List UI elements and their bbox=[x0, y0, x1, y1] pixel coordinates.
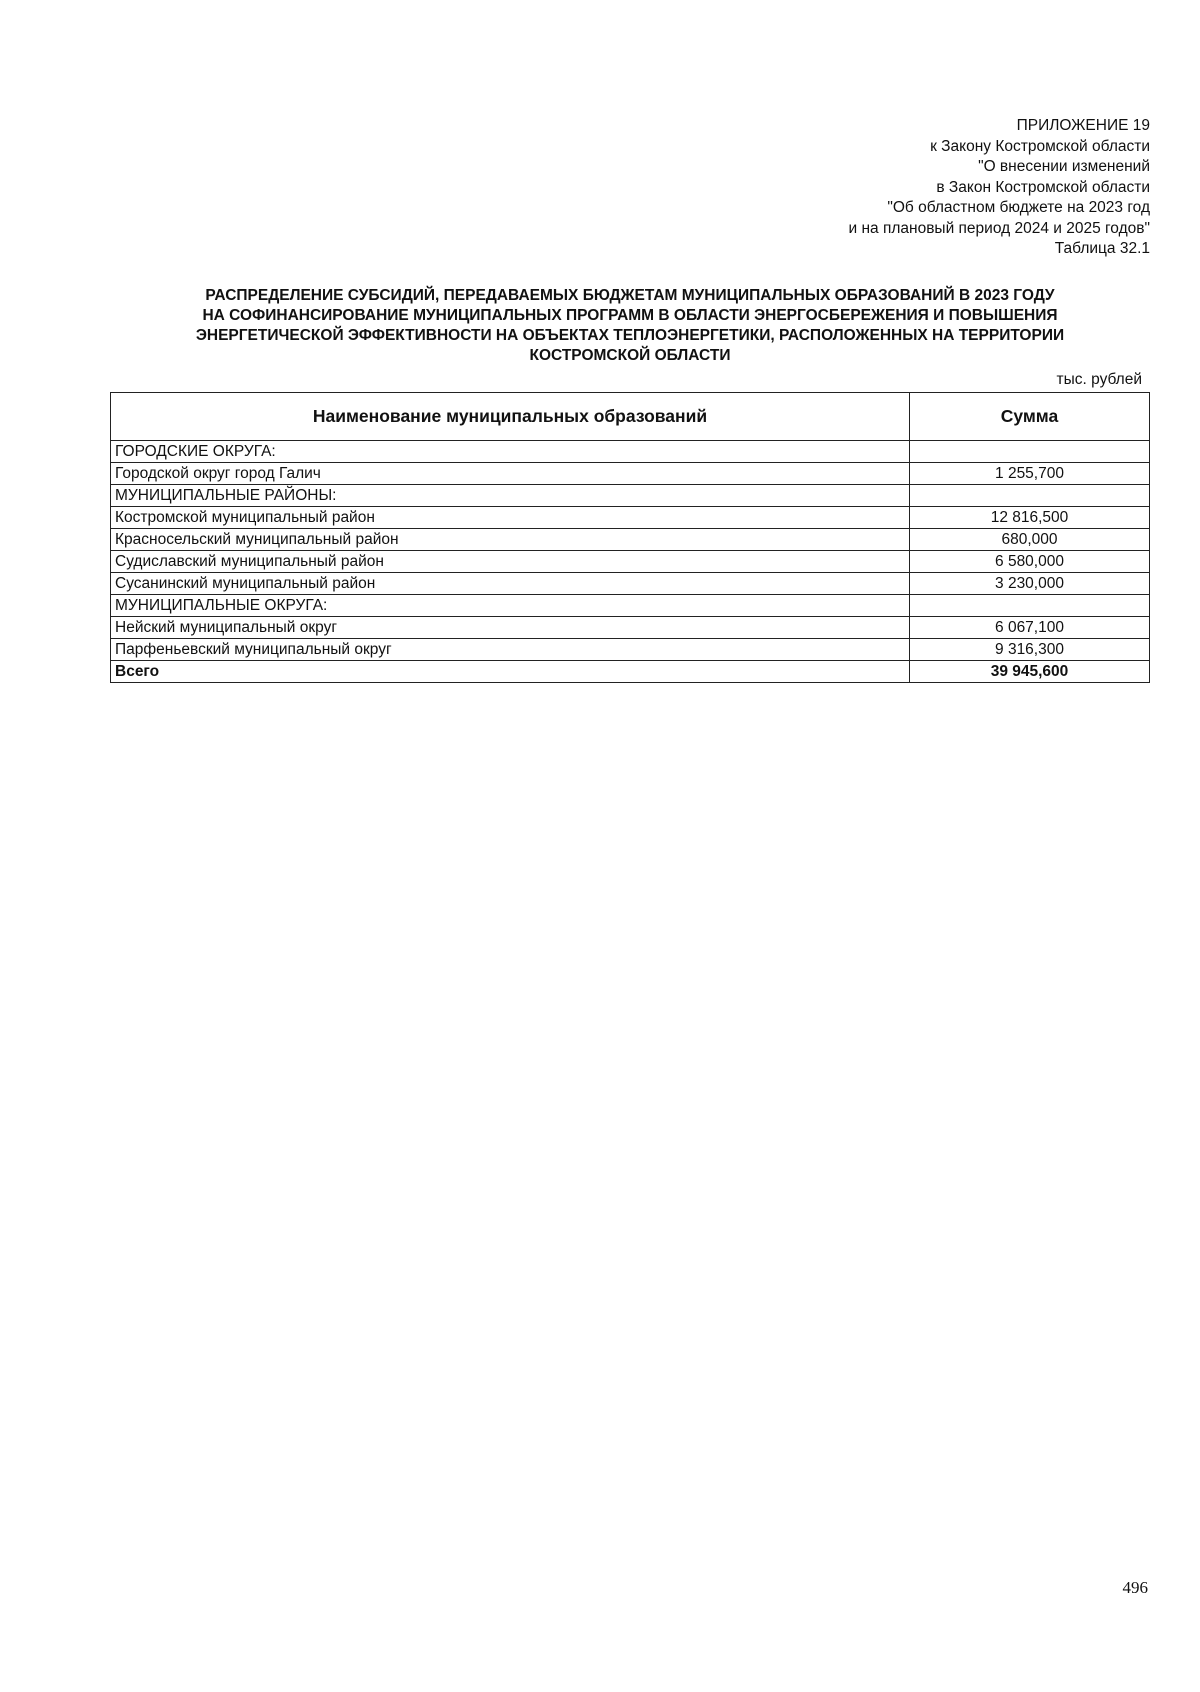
row-name: Красносельский муниципальный район bbox=[111, 529, 910, 551]
row-sum bbox=[910, 441, 1150, 463]
page-number: 496 bbox=[1122, 1578, 1148, 1597]
header-line: "О внесении изменений bbox=[978, 158, 1150, 175]
row-name: Костромской муниципальный район bbox=[111, 507, 910, 529]
total-row bbox=[111, 661, 1150, 683]
title-line: НА СОФИНАНСИРОВАНИЕ МУНИЦИПАЛЬНЫХ ПРОГРАММ В ОБЛАСТИ ЭНЕРГОСБЕРЕЖЕНИЯ И ПОВЫШЕНИЯ bbox=[202, 307, 1058, 324]
table-row bbox=[111, 485, 1150, 507]
row-name: Судиславский муниципальный район bbox=[111, 551, 910, 573]
table-row bbox=[111, 617, 1150, 639]
column-header-name: Наименование муниципальных образований bbox=[111, 393, 910, 441]
table-row bbox=[111, 595, 1150, 617]
row-sum: 1 255,700 bbox=[910, 463, 1150, 485]
header-line: "Об областном бюджете на 2023 год bbox=[887, 199, 1150, 216]
units-label: тыс. рублей bbox=[1056, 371, 1142, 388]
table-row bbox=[111, 639, 1150, 661]
row-sum: 3 230,000 bbox=[910, 573, 1150, 595]
subsidy-table bbox=[110, 392, 1150, 683]
title-line: ЭНЕРГЕТИЧЕСКОЙ ЭФФЕКТИВНОСТИ НА ОБЪЕКТАХ ТЕПЛОЭНЕРГЕТИКИ, РАСПОЛОЖЕННЫХ НА ТЕРРИТОРИИ bbox=[195, 327, 1065, 344]
table-row bbox=[111, 551, 1150, 573]
row-sum: 9 316,300 bbox=[910, 639, 1150, 661]
row-sum: 12 816,500 bbox=[910, 507, 1150, 529]
column-header-sum: Сумма bbox=[910, 393, 1150, 441]
row-sum: 6 580,000 bbox=[910, 551, 1150, 573]
header-line: в Закон Костромской области bbox=[936, 178, 1150, 196]
row-name: МУНИЦИПАЛЬНЫЕ РАЙОНЫ: bbox=[111, 485, 910, 507]
table-row bbox=[111, 529, 1150, 551]
row-sum bbox=[910, 485, 1150, 507]
row-name: Нейский муниципальный округ bbox=[111, 617, 910, 639]
table-header-row bbox=[111, 393, 1150, 441]
total-sum: 39 945,600 bbox=[910, 661, 1150, 683]
title-line: КОСТРОМСКОЙ ОБЛАСТИ bbox=[529, 347, 731, 364]
row-sum: 680,000 bbox=[910, 529, 1150, 551]
total-label: Всего bbox=[111, 661, 910, 683]
title-line: РАСПРЕДЕЛЕНИЕ СУБСИДИЙ, ПЕРЕДАВАЕМЫХ БЮДЖЕТАМ МУНИЦИПАЛЬНЫХ ОБРАЗОВАНИЙ В 2023 ГОДУ bbox=[205, 287, 1055, 304]
row-name: Городской округ город Галич bbox=[111, 463, 910, 485]
row-sum: 6 067,100 bbox=[910, 617, 1150, 639]
document-header bbox=[849, 116, 1151, 260]
row-name: Парфеньевский муниципальный округ bbox=[111, 639, 910, 661]
table-row bbox=[111, 441, 1150, 463]
table-number: Таблица 32.1 bbox=[1054, 240, 1150, 257]
document-title bbox=[100, 286, 1160, 366]
row-name: Сусанинский муниципальный район bbox=[111, 573, 910, 595]
appendix-number: ПРИЛОЖЕНИЕ 19 bbox=[1016, 117, 1150, 134]
row-name: МУНИЦИПАЛЬНЫЕ ОКРУГА: bbox=[111, 595, 910, 617]
row-name: ГОРОДСКИЕ ОКРУГА: bbox=[111, 441, 910, 463]
header-line: и на плановый период 2024 и 2025 годов" bbox=[848, 219, 1150, 237]
table-row bbox=[111, 573, 1150, 595]
table-row bbox=[111, 463, 1150, 485]
table-row bbox=[111, 507, 1150, 529]
header-line: к Закону Костромской области bbox=[930, 137, 1150, 155]
row-sum bbox=[910, 595, 1150, 617]
